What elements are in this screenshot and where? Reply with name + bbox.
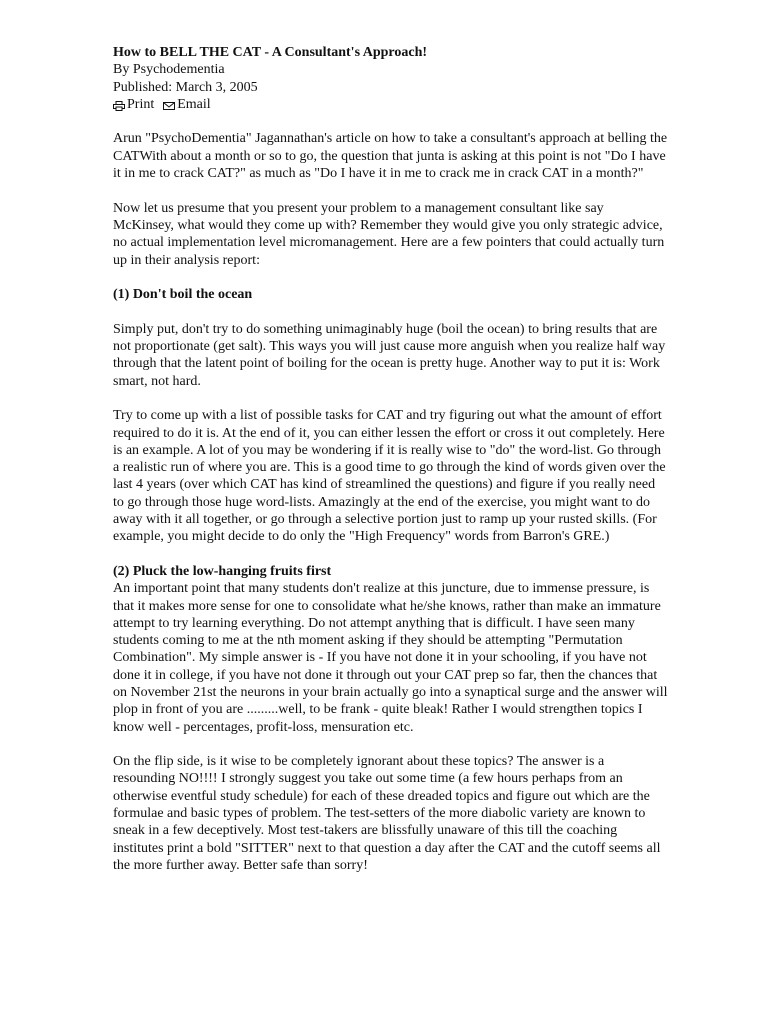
email-label: Email [177, 96, 211, 112]
print-label: Print [127, 96, 155, 112]
body-paragraph: Simply put, don't try to do something unimaginably huge (boil the ocean) to bring results that are not proportionate (get salt). This ways you will just cause more anguish when you realize half way through that the latent point of boiling for the ocean is pretty huge. Another way to put it is: Work smart, not hard. [113, 321, 666, 389]
article-actions [113, 96, 668, 113]
intro-paragraph: Arun "PsychoDementia" Jagannathan's article on how to take a consultant's approach at belling the CATWith about a month or so to go, the question that junta is asking at this point is not "Do I have it in me to crack CAT?" as much as "Do I have it in me to crack me in crack CAT in a month?" [113, 131, 668, 182]
article-published-date: Published: March 3, 2005 [113, 79, 258, 95]
body-paragraph: Now let us presume that you present your problem to a management consultant like say McKinsey, what would they come up with? Remember they would give you only strategic advice, no actual implementation level micromanagement. Here are a few pointers that could actually turn up in their analysis report: [113, 200, 665, 268]
printer-icon [113, 101, 125, 111]
article-title: How to BELL THE CAT - A Consultant's Approach! [113, 45, 428, 60]
body-paragraph: On the flip side, is it wise to be completely ignorant about these topics? The answer is a resounding NO!!!! I strongly suggest you take out some time (a few hours perhaps from an otherwise eventful study schedule) for each of these dreaded topics and figure out which are the formulae and basic types of problem. The test-setters of the more diabolic variety are known to sneak in a few deceptively. Most test-takers are blissfully unaware of this till the coaching institutes print a bold "SITTER" next to that question a day after the CAT and the cutoff seems all the more further away. Better safe than sorry! [113, 754, 661, 873]
body-paragraph: An important point that many students don't realize at this juncture, due to immense pressure, is that it makes more sense for one to consolidate what he/she knows, rather than make an immature attempt to try learning everything. Do not attempt anything that is difficult. I have seen many students coming to me at the nth moment asking if they should be attempting "Permutation Combination". My simple answer is - If you have not done it in your schooling, if you have not done it in college, if you have not done it through out your CAT prep so far, then the chances that on November 21st the neurons in your brain actually go into a synaptical surge and the answer will plop in front of you are .........well, to be frank - quite bleak! Rather I would strengthen topics I know well - percentages, profit-loss, mensuration etc. [113, 581, 668, 735]
email-link[interactable] [163, 96, 210, 113]
print-link[interactable] [113, 96, 154, 113]
section-heading-1: (1) Don't boil the ocean [113, 287, 253, 303]
body-paragraph: Try to come up with a list of possible tasks for CAT and try figuring out what the amount of effort required to do it is. At the end of it, you can either lessen the effort or cross it out completely. Here is an example. A lot of you may be wondering if it is really wise to "do" the word-list. Go through a realistic run of where you are. This is a good time to go through the kind of words given over the last 4 years (over which CAT has kind of streamlined the questions) and figure if you really need to go through those huge word-lists. Amazingly at the end of the exercise, you might want to do away with it all together, or go through a selective portion just to ramp up your rusted skills. (For example, you might decide to do only the "High Frequency" words from Barron's GRE.) [113, 408, 666, 545]
section-heading-2: (2) Pluck the low-hanging fruits first [113, 563, 332, 579]
article-byline: By Psychodementia [113, 62, 225, 78]
envelope-icon [163, 101, 175, 111]
